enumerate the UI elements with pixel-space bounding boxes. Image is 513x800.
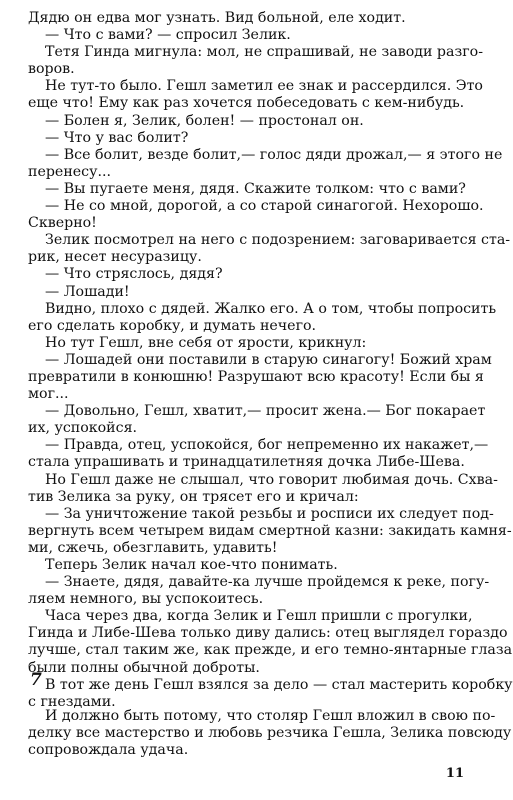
- text-line: ми, сжечь, обезглавить, удавить!: [28, 539, 278, 556]
- text-line: вергнуть всем четырем видам смертной казни: закидать камня-: [28, 522, 512, 539]
- text-line: Теперь Зелик начал кое-что понимать.: [45, 557, 338, 573]
- text-line: — Знаете, дядя, давайте-ка лучше пройдемся к реке, погу-: [45, 574, 490, 591]
- text-line: Но Гешл даже не слышал, что говорит любимая дочь. Схва-: [45, 471, 498, 488]
- text-line: ляем немного, вы успокоитесь.: [28, 591, 264, 608]
- text-line: Но тут Гешл, вне себя от ярости, крикнул:: [45, 334, 367, 351]
- text-line: — Болен я, Зелик, болен! — простонал он.: [45, 112, 364, 129]
- text-line: — Все болит, везде болит,— голос дяди дрожал,— я этого не: [45, 146, 503, 163]
- page-number: 11: [445, 766, 464, 781]
- text-line: — Что стряслось, дядя?: [45, 266, 223, 283]
- text-line: воров.: [28, 61, 75, 78]
- text-line: еще что! Ему как раз хочется побеседовать с кем-нибудь.: [28, 95, 465, 112]
- text-line: сопровождала удача.: [28, 742, 189, 759]
- text-line: Тетя Гинда мигнула: мол, не спрашивай, не заводи разго-: [45, 44, 483, 61]
- text-line: его сделать коробку, и думать нечего.: [28, 317, 317, 334]
- text-line: превратили в конюшню! Разрушают всю красоту! Если бы я: [28, 368, 484, 385]
- text-line: И должно быть потому, что столяр Гешл вложил в свою по-: [45, 708, 496, 724]
- text-line: рик, несет несуразицу.: [28, 249, 202, 266]
- main-text-block: [28, 10, 513, 711]
- text-line: Часа через два, когда Зелик и Гешл пришли с прогулки,: [45, 608, 473, 625]
- text-line: были полны обычной доброты.: [28, 659, 260, 676]
- text-line: делку все мастерство и любовь резчика Гешла, Зелика повсюду: [28, 725, 512, 742]
- text-line: В тот же день Гешл взялся за дело — стал мастерить коробку: [45, 676, 513, 693]
- chapter-number: 7: [30, 670, 42, 690]
- text-line: мог...: [28, 386, 69, 403]
- chapter-opening-text: [28, 708, 512, 759]
- text-line: — Правда, отец, успокойся, бог непременно их накажет,—: [45, 437, 489, 454]
- text-line: Скверно!: [28, 215, 97, 232]
- text-line: Видно, плохо с дядей. Жалко его. А о том, чтобы попросить: [45, 300, 497, 317]
- text-line: перенесу...: [28, 163, 112, 180]
- text-line: — За уничтожение такой резьбы и росписи их следует под-: [45, 505, 494, 522]
- text-line: с гнездами.: [28, 693, 116, 710]
- text-line: — Лошади!: [45, 283, 130, 300]
- text-line: — Довольно, Гешл, хватит,— просит жена.— Бог покарает: [45, 403, 486, 420]
- text-line: Не тут-то было. Гешл заметил ее знак и рассердился. Это: [45, 78, 483, 95]
- text-line: Зелик посмотрел на него с подозрением: заговаривается ста-: [45, 232, 511, 249]
- text-line: их, успокойся.: [28, 420, 138, 437]
- text-line: — Что у вас болит?: [45, 129, 189, 146]
- text-line: — Что с вами? — спросил Зелик.: [45, 27, 291, 44]
- text-line: Дядю он едва мог узнать. Вид больной, еле ходит.: [28, 10, 406, 26]
- text-line: — Вы пугаете меня, дядя. Скажите толком: что с вами?: [45, 180, 466, 197]
- text-line: Гинда и Либе-Шева только диву дались: отец выглядел гораздо: [28, 625, 508, 642]
- text-line: — Лошадей они поставили в старую синагогу! Божий храм: [45, 351, 492, 368]
- text-line: — Не со мной, дорогой, а со старой синагогой. Нехорошо.: [45, 198, 484, 215]
- text-line: лучше, стал таким же, как прежде, и его темно-янтарные глаза: [28, 642, 513, 659]
- text-line: тив Зелика за руку, он трясет его и кричал:: [28, 488, 359, 505]
- text-line: стала упрашивать и тринадцатилетняя дочка Либе-Шева.: [28, 454, 465, 471]
